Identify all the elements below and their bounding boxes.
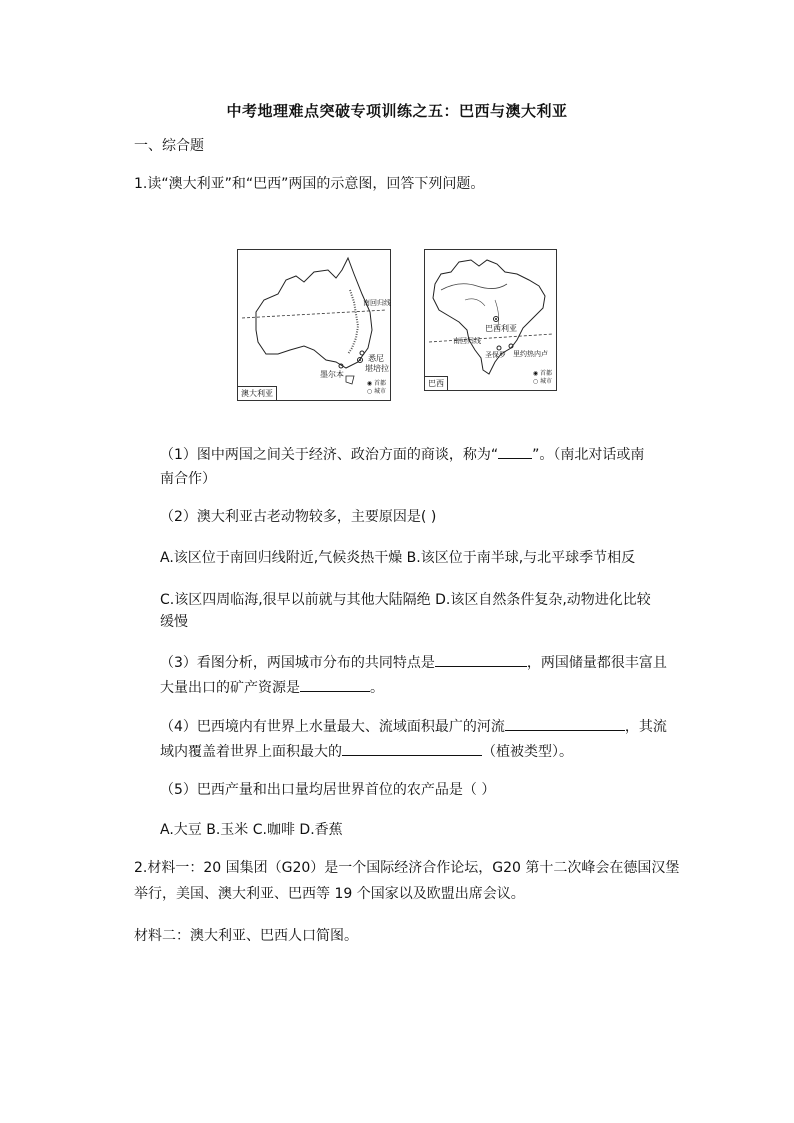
map-caption-australia: 澳大利亚 — [238, 386, 277, 400]
australia-map-drawing — [238, 250, 390, 400]
question-1-stem: 1.读“澳大利亚”和“巴西”两国的示意图，回答下列问题。 — [134, 176, 485, 192]
answer-blank-4b[interactable] — [342, 739, 482, 756]
q1-part5-options: A.大豆 B.玉米 C.咖啡 D.香蕉 — [160, 822, 343, 838]
q1-part4-line1 — [160, 714, 667, 739]
q1-part4-text-a: （4）巴西境内有世界上水量最大、流域面积最广的河流 — [160, 719, 505, 735]
q1-part1-text-a: （1）图中两国之间关于经济、政治方面的商谈，称为“ — [160, 447, 499, 463]
brazil-map-drawing — [425, 250, 556, 390]
answer-blank-3b[interactable] — [300, 675, 370, 692]
q1-part2-options-cd-cont: 缓慢 — [160, 614, 188, 630]
q1-part2: （2）澳大利亚古老动物较多，主要原因是( ) — [160, 509, 437, 525]
answer-blank-1[interactable] — [498, 442, 532, 459]
q1-part3-text-b: ，两国储量都很丰富且 — [526, 655, 667, 671]
q1-part3-text-c: 大量出口的矿产资源是 — [160, 680, 300, 696]
australia-map — [237, 249, 391, 401]
question-2-line2: 举行，美国、澳大利亚、巴西等 19 个国家以及欧盟出席会议。 — [134, 886, 525, 902]
city-label-sydney: 悉尼 — [368, 354, 384, 363]
tropic-label-aus: 南回归线 — [363, 299, 391, 307]
capital-label-brasilia: 巴西利亚 — [485, 324, 517, 333]
question-2-line3: 材料二：澳大利亚、巴西人口简图。 — [134, 928, 358, 944]
q1-part1-text-b: ”。（南北对话或南 — [532, 447, 645, 463]
q1-part2-options-ab: A.该区位于南回归线附近,气候炎热干燥 B.该区位于南半球,与北平球季节相反 — [160, 550, 636, 566]
question-2-line1: 2.材料一：20 国集团（G20）是一个国际经济合作论坛，G20 第十二次峰会在德国汉堡 — [134, 860, 680, 876]
page-title: 中考地理难点突破专项训练之五：巴西与澳大利亚 — [226, 102, 568, 120]
section-heading: 一、综合题 — [134, 138, 204, 154]
legend-city: ○ 城市 — [532, 378, 552, 385]
city-label-canberra: 堪培拉 — [365, 364, 389, 373]
q1-part3-line1 — [160, 650, 667, 675]
q1-part4-text-c: 域内覆盖着世界上面积最大的 — [160, 744, 342, 760]
map-caption-brazil: 巴西 — [425, 376, 448, 390]
city-label-melbourne: 墨尔本 — [320, 370, 344, 379]
q1-part5: （5）巴西产量和出口量均居世界首位的农产品是（ ） — [160, 782, 496, 798]
legend-brazil — [533, 370, 552, 386]
city-label-rio: 里约热内卢 — [513, 350, 548, 358]
tropic-label-brazil: 南回归线 — [453, 337, 481, 345]
brazil-map — [424, 249, 557, 391]
legend-aus — [367, 380, 386, 396]
answer-blank-3a[interactable] — [435, 650, 527, 667]
q1-part1-line1 — [160, 442, 644, 467]
q1-part2-options-cd: C.该区四周临海,很早以前就与其他大陆隔绝 D.该区自然条件复杂,动物进化比较 — [160, 592, 651, 608]
q1-part3-line2 — [160, 675, 384, 700]
q1-part4-line2 — [160, 739, 573, 764]
q1-part1-line2: 南合作） — [160, 471, 216, 487]
q1-part3-text-a: （3）看图分析，两国城市分布的共同特点是 — [160, 655, 435, 671]
q1-part3-text-d: 。 — [370, 680, 384, 696]
legend-city: ○ 城市 — [366, 388, 386, 395]
legend-capital: ◉ 首都 — [532, 370, 552, 377]
city-label-sao-paulo: 圣保罗 — [485, 351, 506, 359]
q1-part4-text-b: ，其流 — [624, 719, 667, 735]
q1-part4-text-d: （植被类型）。 — [482, 744, 573, 760]
answer-blank-4a[interactable] — [505, 714, 625, 731]
legend-capital: ◉ 首都 — [366, 380, 386, 387]
